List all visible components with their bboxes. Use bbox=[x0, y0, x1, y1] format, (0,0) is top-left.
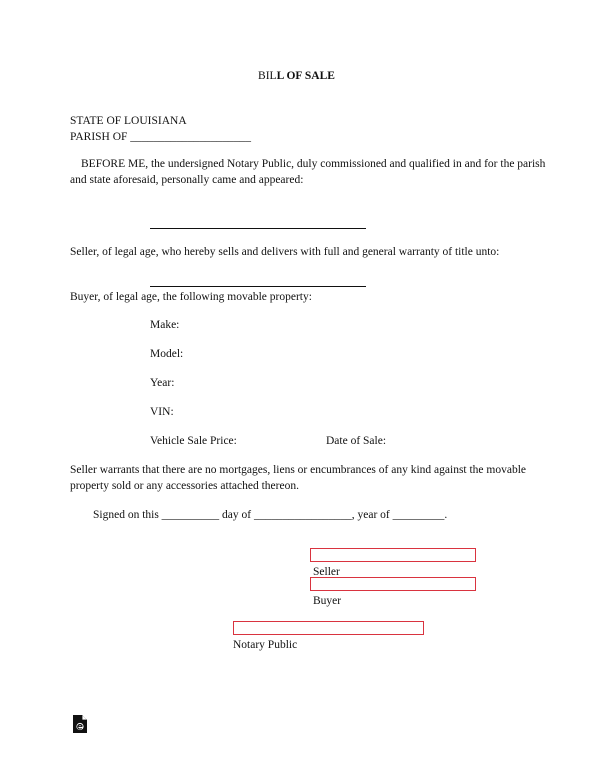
notary-signature-field[interactable] bbox=[233, 621, 424, 635]
seller-name-line bbox=[150, 228, 366, 229]
title-prefix: BIL bbox=[258, 70, 277, 82]
notary-signature-label: Notary Public bbox=[233, 639, 298, 651]
document-title bbox=[0, 70, 593, 82]
title-bold: L OF SALE bbox=[276, 70, 335, 82]
warranty-line-1: Seller warrants that there are no mortgages, liens or encumbrances of any kind against the movable bbox=[70, 464, 527, 476]
eforms-logo-icon bbox=[72, 714, 88, 734]
buyer-signature-label: Buyer bbox=[313, 595, 342, 607]
price-label: Vehicle Sale Price: bbox=[150, 435, 237, 447]
model-label: Model: bbox=[150, 348, 184, 360]
state-line: STATE OF LOUISIANA bbox=[70, 115, 187, 127]
parish-blank: _____________________ bbox=[130, 131, 252, 143]
buyer-name-line bbox=[150, 286, 366, 287]
date-of-sale-label: Date of Sale: bbox=[326, 435, 387, 447]
year-label: Year: bbox=[150, 377, 175, 389]
vin-label: VIN: bbox=[150, 406, 174, 418]
make-label: Make: bbox=[150, 319, 180, 331]
buyer-signature-field[interactable] bbox=[310, 577, 476, 591]
seller-clause: Seller, of legal age, who hereby sells and delivers with full and general warranty of title unto: bbox=[70, 246, 500, 258]
warranty-line-2: property sold or any accessories attached thereon. bbox=[70, 480, 299, 492]
signed-line: Signed on this __________ day of _________________, year of _________. bbox=[93, 509, 448, 521]
seller-signature-label: Seller bbox=[313, 566, 340, 578]
parish-line bbox=[70, 131, 251, 143]
intro-line-2: and state aforesaid, personally came and appeared: bbox=[70, 174, 304, 186]
seller-signature-field[interactable] bbox=[310, 548, 476, 562]
parish-label: PARISH OF bbox=[70, 131, 128, 143]
buyer-clause: Buyer, of legal age, the following movable property: bbox=[70, 291, 312, 303]
intro-line-1: BEFORE ME, the undersigned Notary Public, duly commissioned and qualified in and for the parish bbox=[81, 158, 546, 170]
